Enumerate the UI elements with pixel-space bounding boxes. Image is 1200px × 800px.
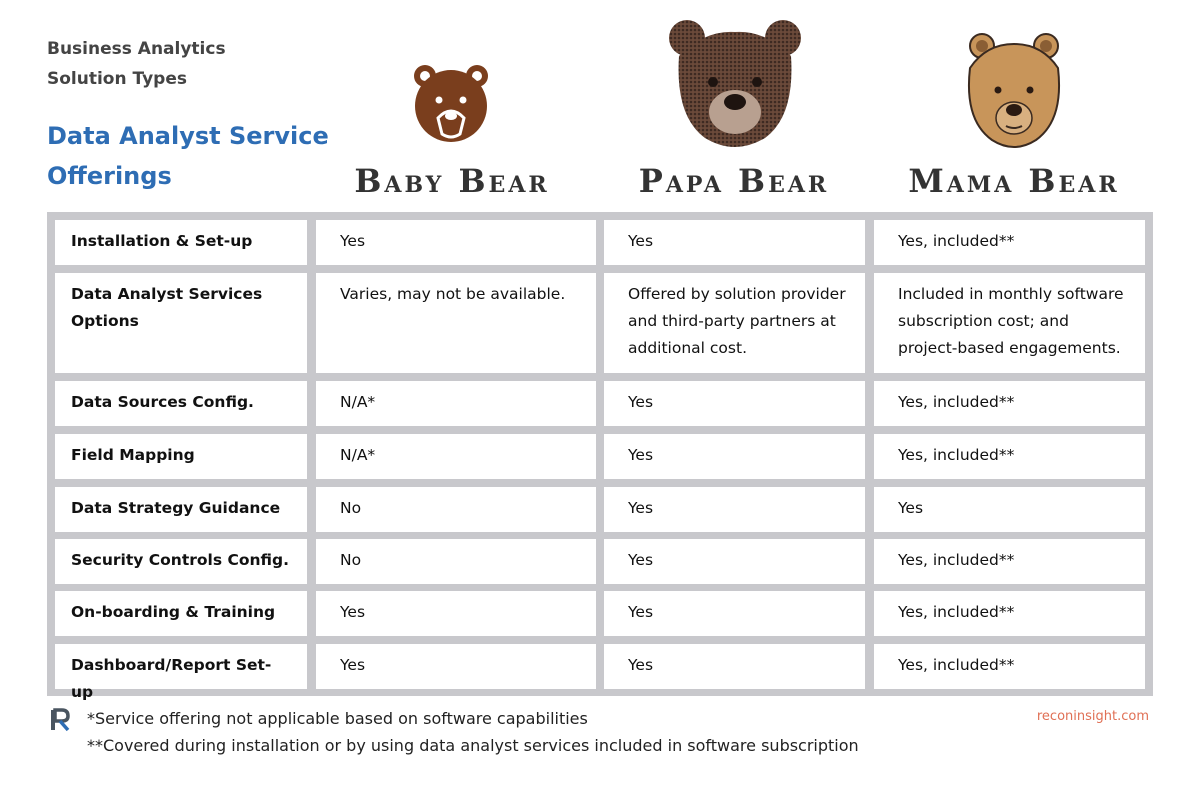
cell-baby: Yes [316,644,596,689]
site-link[interactable]: reconinsight.com [1036,709,1149,724]
row-label: Data Strategy Guidance [55,487,307,532]
cell-papa: Yes [604,381,865,426]
cell-baby: No [316,487,596,532]
cell-baby: Varies, may not be available. [316,273,596,373]
cell-mama: Yes [874,487,1145,532]
row-label: Data Analyst Services Options [55,273,307,373]
cell-baby: Yes [316,591,596,636]
column-header-papa-bear: Papa Bear [638,162,830,200]
row-label: Dashboard/Report Set-up [55,644,307,689]
cell-baby: No [316,539,596,584]
cell-papa: Yes [604,434,865,479]
cell-papa: Yes [604,487,865,532]
row-label: Field Mapping [55,434,307,479]
subtitle-line-2: Solution Types [47,69,187,89]
footnote-1: *Service offering not applicable based on software capabilities [87,709,588,728]
cell-baby: N/A* [316,434,596,479]
papa-bear-icon [665,16,805,156]
cell-mama: Yes, included** [874,591,1145,636]
column-header-baby-bear: Baby Bear [354,162,550,200]
row-label: Security Controls Config. [55,539,307,584]
cell-papa: Yes [604,644,865,689]
cell-mama: Yes, included** [874,644,1145,689]
baby-bear-icon [410,62,492,144]
row-label: On-boarding & Training [55,591,307,636]
comparison-table [47,212,1153,701]
row-label: Data Sources Config. [55,381,307,426]
cell-mama: Yes, included** [874,539,1145,584]
cell-papa: Yes [604,539,865,584]
page-title: Data Analyst Service Offerings [47,122,329,190]
cell-baby: Yes [316,220,596,265]
cell-papa: Yes [604,220,865,265]
cell-baby: N/A* [316,381,596,426]
footnote-2: **Covered during installation or by using data analyst services included in software subscription [87,736,859,755]
cell-mama: Yes, included** [874,434,1145,479]
footnotes [87,705,859,759]
cell-mama: Yes, included** [874,220,1145,265]
row-label: Installation & Set-up [55,220,307,265]
subtitle [47,34,226,94]
column-header-mama-bear: Mama Bear [908,162,1120,200]
cell-papa: Yes [604,591,865,636]
cell-papa: Offered by solution provider and third-party partners at additional cost. [604,273,865,373]
mama-bear-icon [962,30,1066,152]
recon-logo-icon [50,708,72,732]
cell-mama: Included in monthly software subscription cost; and project-based engagements. [874,273,1145,373]
cell-mama: Yes, included** [874,381,1145,426]
subtitle-line-1: Business Analytics [47,39,226,59]
